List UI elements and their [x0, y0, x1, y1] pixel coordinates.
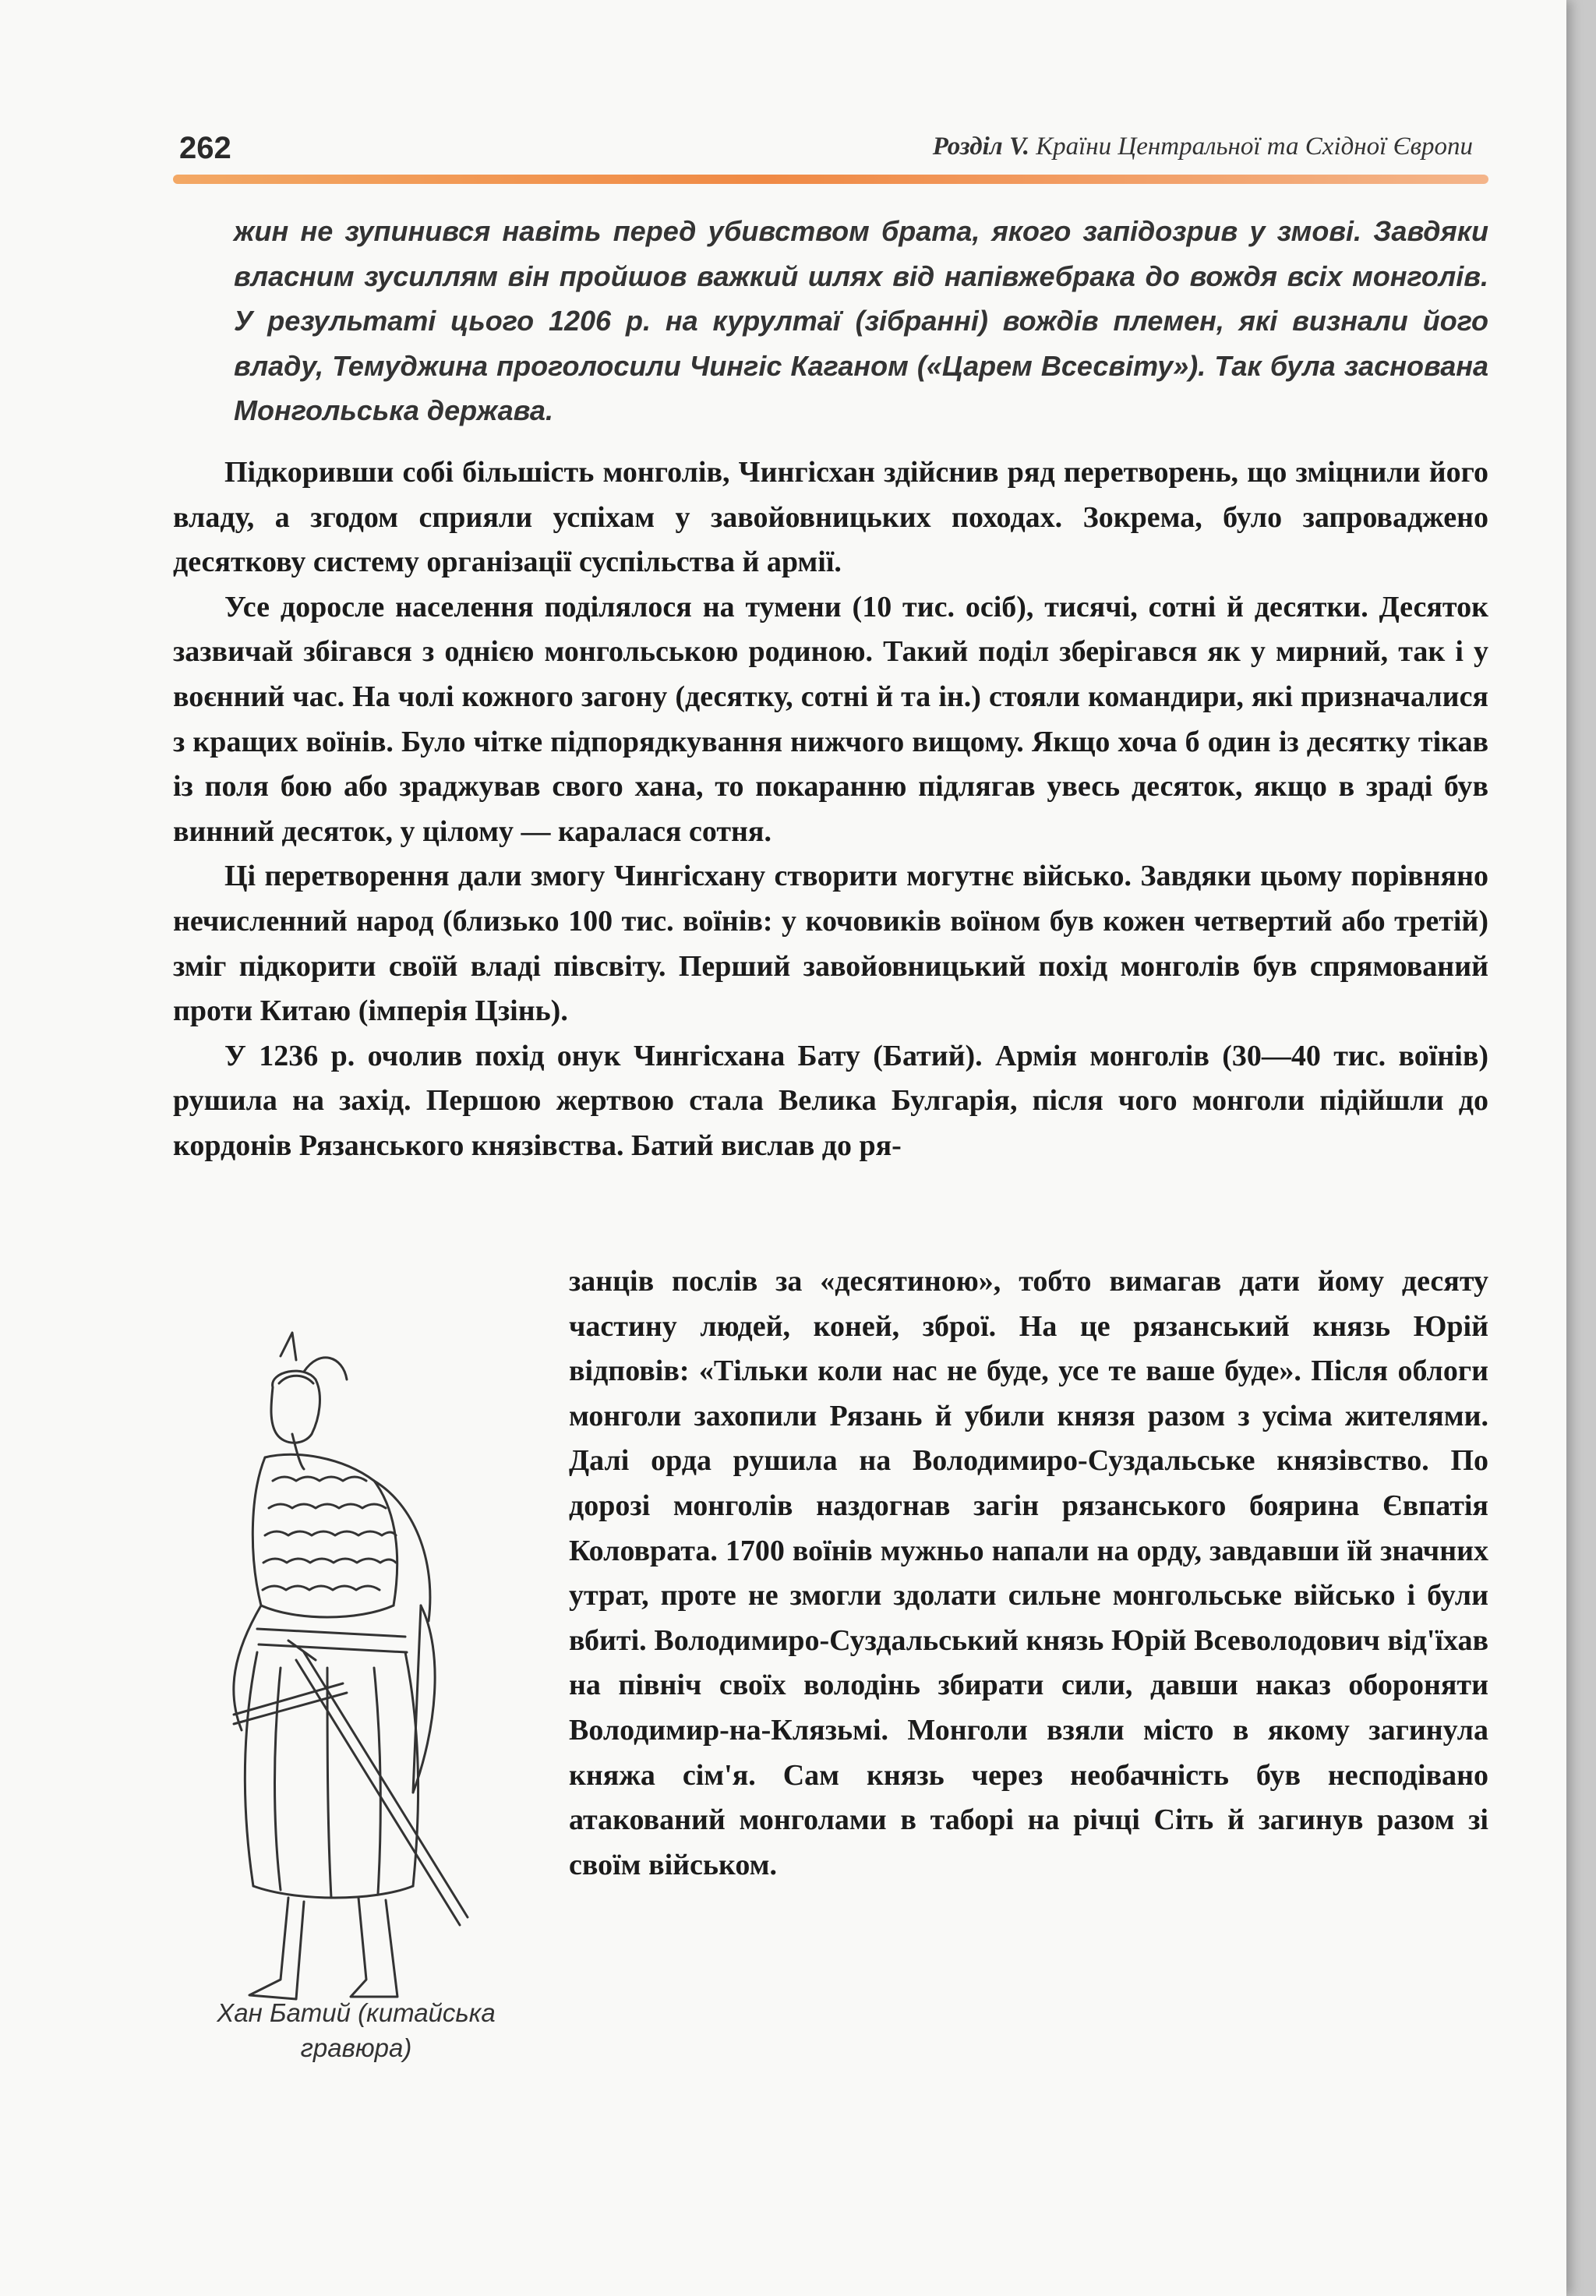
- paragraph-4-year: У 1236 р.: [224, 1039, 355, 1072]
- figure-caption: Хан Батий (китайська гравюра): [217, 1998, 496, 2062]
- khan-batu-engraving: [187, 1325, 514, 2026]
- paragraph-1: Підкоривши собі більшість монголів, Чингісхан здійснив ряд перетворень, що зміцнили його владу, а згодом сприяли успіхам у завойовницьких походах. Зокрема, було запроваджено десяткову систему організації суспільства й армії.: [173, 456, 1488, 579]
- main-text: [173, 450, 1488, 1169]
- paragraph-4: [173, 1034, 1488, 1169]
- section-title: Країни Центральної та Східної Європи: [1036, 132, 1473, 161]
- paragraph-4-continuation: занців послів за «десятиною», тобто вимагав дати йому десяту частину людей, коней, зброї. На це рязанський князь Юрій відповів: «Тільки коли нас не буде, усе те ваше буде». Після облоги монголи захопили Рязань й убили князя разом з усіма жителями. Далі орда рушила на Володимиро-Суздальське князівство. По дорозі монголів наздогнав загін рязанського боярина Євпатія Коловрата. 1700 воїнів мужньо напали на орду, завдавши їй значних утрат, проте не змогли здолати сильне монгольське військо і були вбиті. Володимиро-Суздальський князь Юрій Всеволодович від'їхав на північ своїх володінь збирати сили, давши наказ обороняти Володимир-на-Клязьмі. Монголи взяли місто в якому загинула княжа сім'я. Сам князь через необачність був несподівано атакований монголами в таборі на річці Сіть й загинув разом зі своїм військом.: [569, 1265, 1488, 1881]
- section-label: Розділ V.: [932, 132, 1029, 161]
- running-head: [933, 132, 1473, 161]
- header-rule: [173, 175, 1488, 184]
- paragraph-4-text: очолив похід онук Чингісхана Бату (Батий). Армія монголів (30—40 тис. воїнів) рушила на захід. Першою жертвою стала Велика Булгарія, після чого монголи підійшли до кордонів Рязанського князівства. Батий вислав до ря-: [173, 1039, 1488, 1162]
- italic-intro-text: жин не зупинився навіть перед убивством брата, якого запідозрив у змові. Завдяки власним зусиллям він пройшов важкий шлях від напівжебрака до вождя всіх монголів. У результаті цього 1206 р. на курултаї (зібранні) вождів племен, які визнали його владу, Темуджина проголосили Чингіс Каганом («Царем Всесвіту»). Так була заснована Монгольська держава.: [234, 215, 1488, 426]
- paragraph-3: Ці перетворення дали змогу Чингісхану створити могутнє військо. Завдяки цьому порівняно нечисленний народ (близько 100 тис. воїнів: у кочовиків воїном був кожен четвертий або третій) зміг підкорити своїй владі півсвіту. Перший завойовницький похід монголів був спрямований проти Китаю (імперія Цзінь).: [173, 860, 1488, 1028]
- paragraph-2: Усе доросле населення поділялося на тумени (10 тис. осіб), тисячі, сотні й десятки. Десяток зазвичай збігався з однією монгольською родиною. Такий поділ зберігався як у мирний, так і у воєнний час. На чолі кожного загону (десятку, сотні й та ін.) стояли командири, які призначалися з кращих воїнів. Було чітке підпорядкування нижчого вищому. Якщо хоча б один із десятку тікав із поля бою або зраджував свого хана, то покаранню підлягав увесь десяток, якщо в зраді був винний десяток, у цілому — каралася сотня.: [173, 590, 1488, 848]
- page-number: 262: [179, 131, 231, 165]
